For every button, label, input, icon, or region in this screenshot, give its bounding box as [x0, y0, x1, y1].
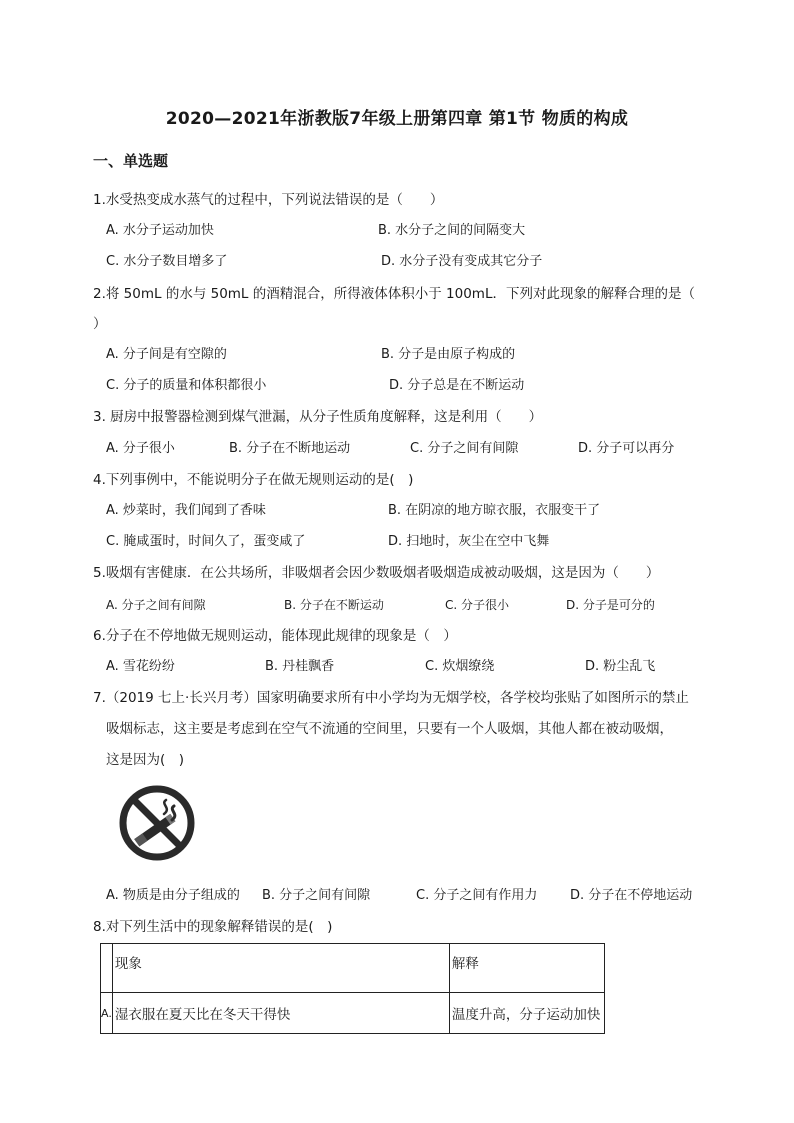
table-row	[101, 993, 605, 1034]
question-4-option-d: D. 扫地时，灰尘在空中飞舞	[388, 534, 550, 549]
question-3-option-d: D. 分子可以再分	[578, 441, 675, 456]
question-4-option-c: C. 腌咸蛋时，时间久了，蛋变咸了	[106, 534, 306, 549]
question-3-option-b: B. 分子在不断地运动	[229, 441, 351, 456]
question-4-option-b: B. 在阴凉的地方晾衣服，衣服变干了	[388, 503, 601, 518]
question-7-stem-line-1: 7.（2019 七上·长兴月考）国家明确要求所有中小学均为无烟学校，各学校均张贴了如图所示的禁止	[93, 690, 689, 706]
question-1-option-b: B. 水分子之间的间隔变大	[378, 223, 526, 238]
question-7-stem-line-2: 吸烟标志，这主要是考虑到在空气不流通的空间里，只要有一个人吸烟，其他人都在被动吸烟，	[106, 721, 673, 737]
question-5-option-a: A. 分子之间有间隙	[106, 598, 206, 612]
question-7-option-b: B. 分子之间有间隙	[262, 888, 371, 903]
question-5-option-d: D. 分子是可分的	[566, 598, 655, 612]
question-7-option-a: A. 物质是由分子组成的	[106, 888, 240, 903]
question-7-option-c: C. 分子之间有作用力	[416, 888, 538, 903]
question-3-stem: 3. 厨房中报警器检测到煤气泄漏，从分子性质角度解释，这是利用（ ）	[93, 409, 543, 425]
table-cell: A.	[101, 993, 113, 1034]
question-7-option-d: D. 分子在不停地运动	[570, 888, 693, 903]
question-5-option-c: C. 分子很小	[445, 598, 510, 612]
table-header-row	[101, 944, 605, 993]
question-6-stem: 6.分子在不停地做无规则运动，能体现此规律的现象是（ ）	[93, 628, 457, 644]
question-6-option-c: C. 炊烟缭绕	[425, 659, 495, 674]
question-2-option-b: B. 分子是由原子构成的	[381, 347, 516, 362]
question-3-option-c: C. 分子之间有间隙	[410, 441, 519, 456]
question-1-stem: 1.水受热变成水蒸气的过程中，下列说法错误的是（ ）	[93, 192, 444, 208]
question-1-option-d: D. 水分子没有变成其它分子	[381, 254, 543, 269]
question-5-option-b: B. 分子在不断运动	[284, 598, 384, 612]
question-2-stem-line-1: 2.将 50mL 的水与 50mL 的酒精混合，所得液体体积小于 100mL．下列对此现象的解释合理的是（	[93, 286, 695, 302]
no-smoking-sign-icon	[118, 784, 196, 862]
question-2-stem-line-2: ）	[93, 316, 107, 332]
question-6-option-b: B. 丹桂飘香	[265, 659, 335, 674]
question-1-option-a: A. 水分子运动加快	[106, 223, 214, 238]
question-8-table	[100, 943, 605, 1034]
document-title: 2020—2021年浙教版7年级上册第四章 第1节 物质的构成	[165, 109, 629, 129]
table-cell: 湿衣服在夏天比在冬天干得快	[112, 993, 449, 1034]
question-6-option-d: D. 粉尘乱飞	[585, 659, 656, 674]
question-4-option-a: A. 炒菜时，我们闻到了香味	[106, 503, 266, 518]
question-2-option-d: D. 分子总是在不断运动	[389, 378, 525, 393]
table-cell: 温度升高，分子运动加快	[449, 993, 604, 1034]
section-heading: 一、单选题	[93, 152, 169, 170]
question-8-stem: 8.对下列生活中的现象解释错误的是( )	[93, 919, 333, 935]
question-1-option-c: C. 水分子数目增多了	[106, 254, 228, 269]
question-2-option-a: A. 分子间是有空隙的	[106, 347, 227, 362]
question-3-option-a: A. 分子很小	[106, 441, 175, 456]
table-header-cell: 现象	[112, 944, 449, 993]
question-4-stem: 4.下列事例中，不能说明分子在做无规则运动的是( )	[93, 472, 414, 488]
question-5-stem: 5.吸烟有害健康．在公共场所，非吸烟者会因少数吸烟者吸烟造成被动吸烟，这是因为（ ）	[93, 565, 660, 581]
table-header-cell: 解释	[449, 944, 604, 993]
table-header-cell	[101, 944, 113, 993]
question-6-option-a: A. 雪花纷纷	[106, 659, 175, 674]
question-2-option-c: C. 分子的质量和体积都很小	[106, 378, 267, 393]
question-7-stem-line-3: 这是因为( )	[106, 752, 185, 768]
